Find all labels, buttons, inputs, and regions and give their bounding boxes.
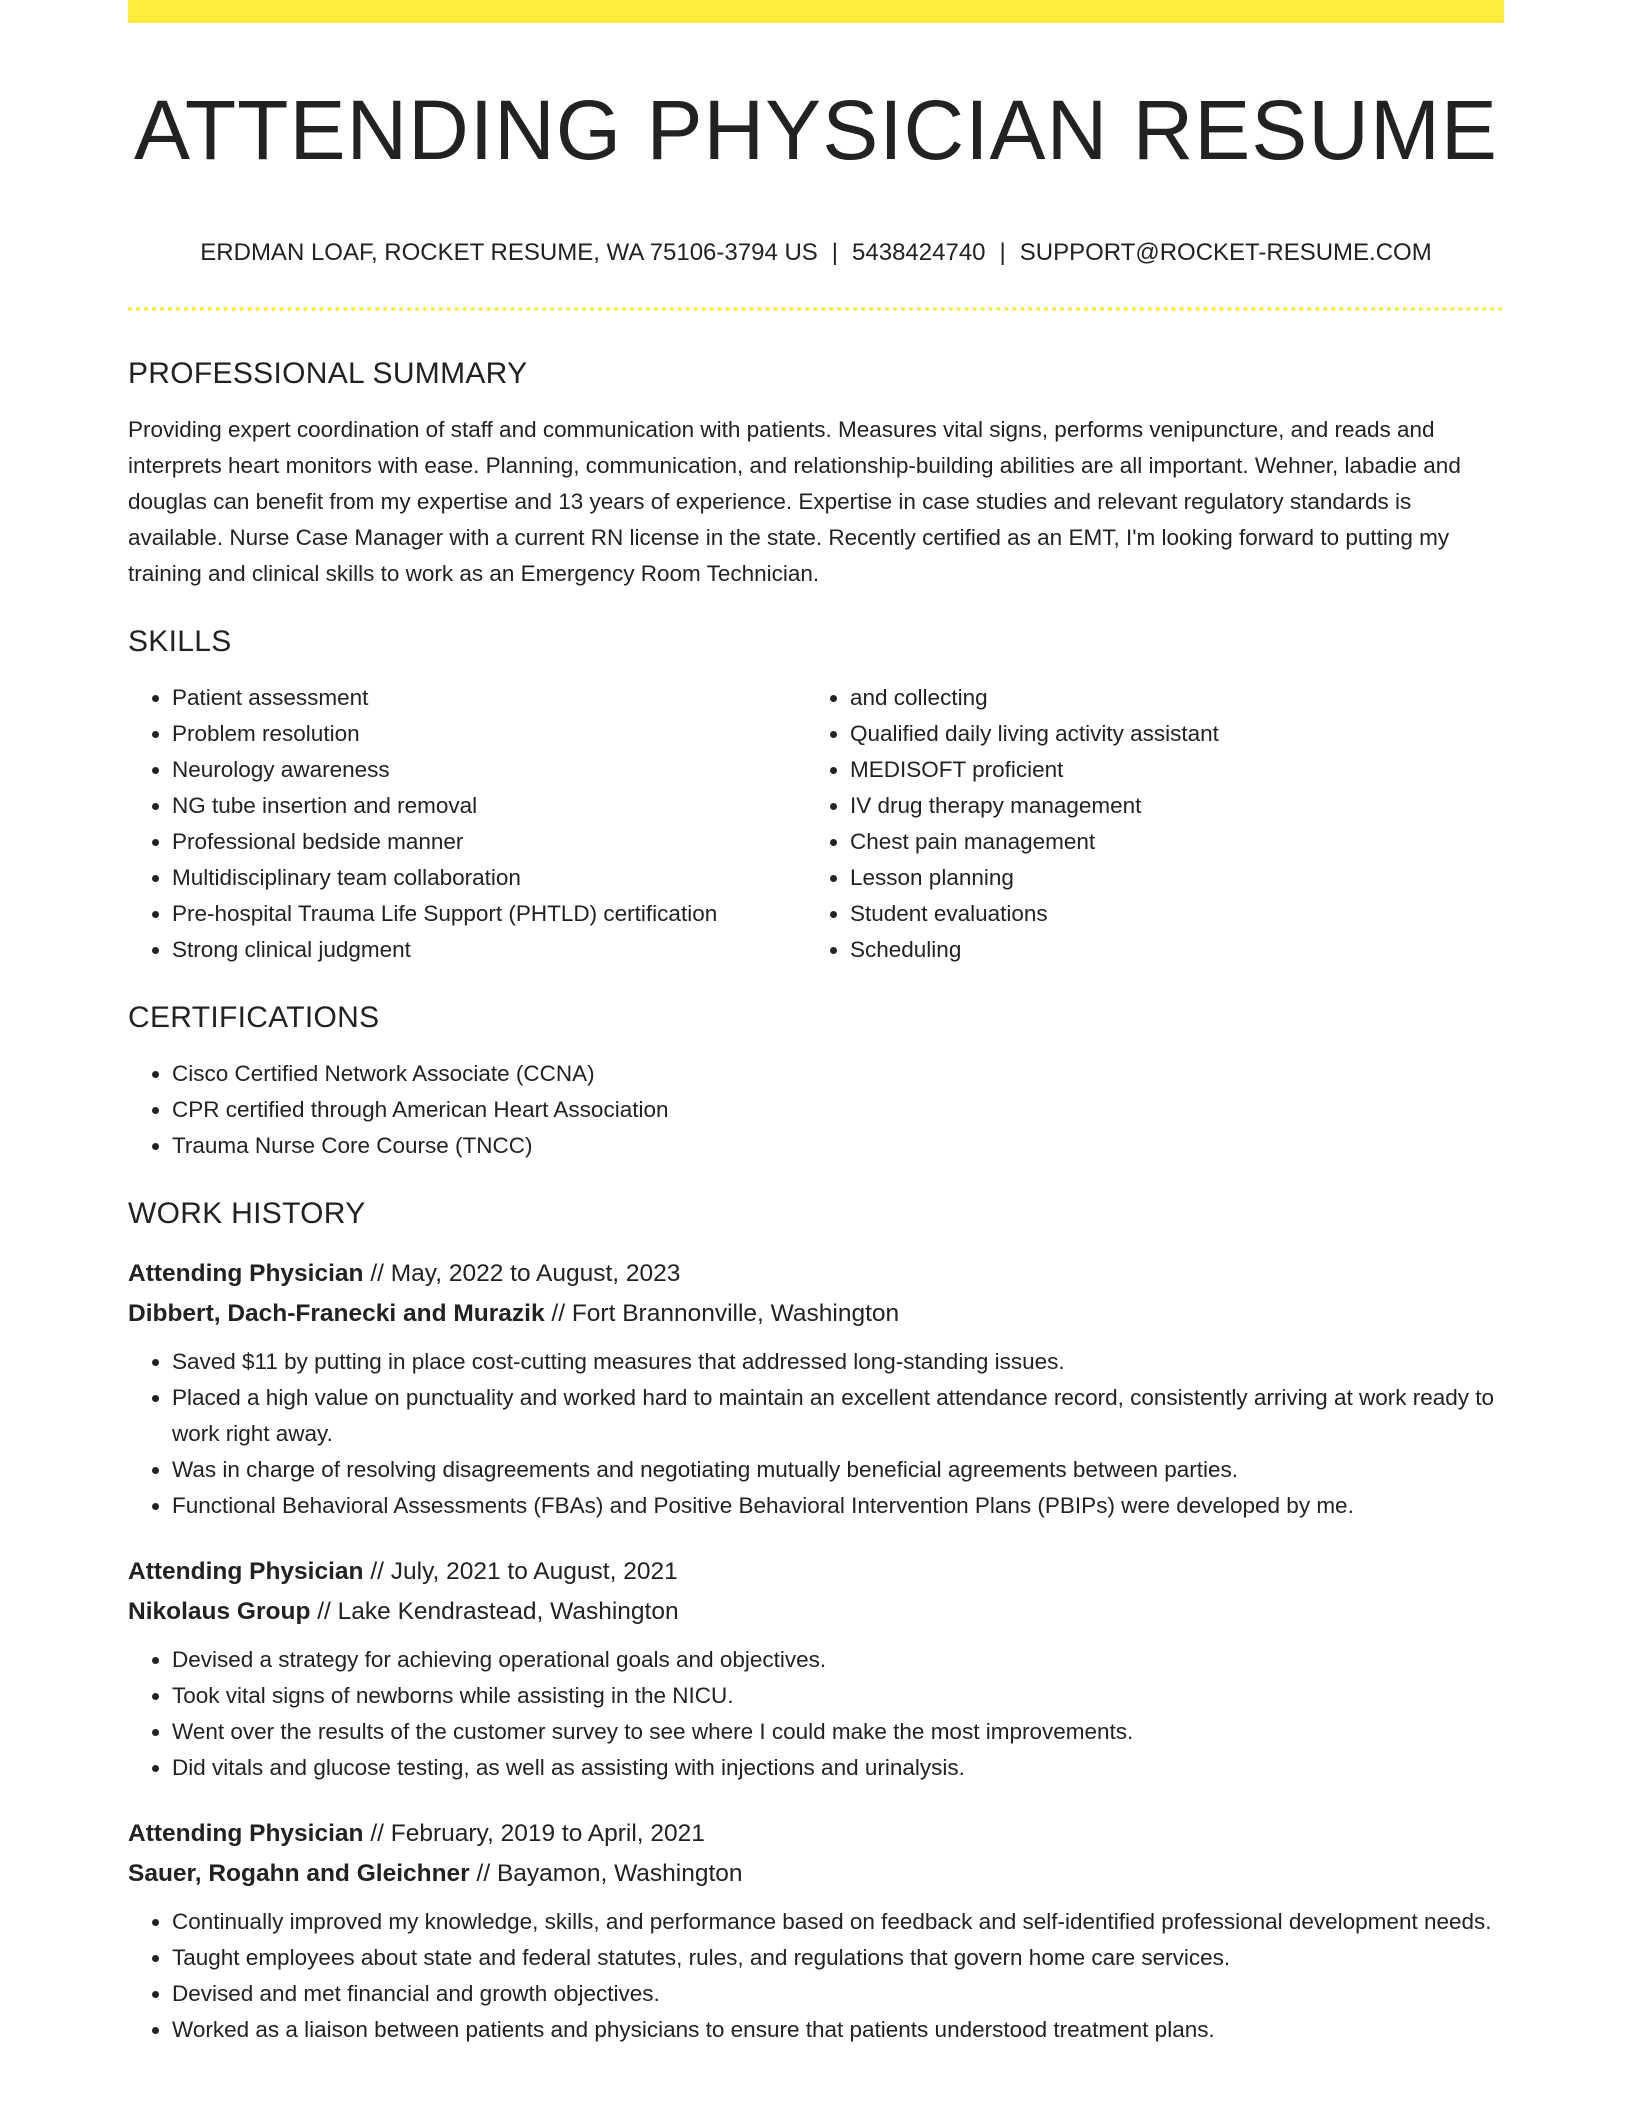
job-bullet: • Worked as a liaison between patients and physicians to ensure that patients understood treatment plans. (172, 2012, 1504, 2048)
contact-phone: 5438424740 (852, 239, 986, 266)
certifications-list (128, 1056, 1504, 1164)
job-bullet: • Devised a strategy for achieving operational goals and objectives. (172, 1642, 1504, 1678)
skills-list-right (806, 680, 1484, 968)
job-bullet: • Was in charge of resolving disagreements and negotiating mutually beneficial agreements between parties. (172, 1452, 1504, 1488)
job-title-line (128, 1814, 1504, 1854)
skill-item: • MEDISOFT proficient (850, 752, 1484, 788)
job-location: Lake Kendrastead, Washington (337, 1598, 679, 1625)
dotted-divider (128, 307, 1504, 311)
job-entry (128, 1552, 1504, 1786)
contact-separator: | (999, 239, 1006, 266)
job-bullet: • Took vital signs of newborns while assisting in the NICU. (172, 1678, 1504, 1714)
skill-item: • NG tube insertion and removal (172, 788, 806, 824)
skill-item: • Neurology awareness (172, 752, 806, 788)
certification-item: • Cisco Certified Network Associate (CCNA) (172, 1056, 1504, 1092)
job-separator: // (363, 1820, 391, 1847)
contact-address: ERDMAN LOAF, ROCKET RESUME, WA 75106-3794 US (200, 239, 818, 266)
job-company: Sauer, Rogahn and Gleichner (128, 1860, 470, 1887)
job-bullet: • Did vitals and glucose testing, as well as assisting with injections and urinalysis. (172, 1750, 1504, 1786)
certifications-section (128, 994, 1504, 1164)
job-company-line (128, 1592, 1504, 1632)
work-history-heading: WORK HISTORY (128, 1197, 366, 1230)
job-location: Fort Brannonville, Washington (571, 1300, 900, 1327)
job-company-line (128, 1294, 1504, 1334)
job-title-line (128, 1254, 1504, 1294)
summary-heading: PROFESSIONAL SUMMARY (128, 357, 528, 390)
skills-list-left (128, 680, 806, 968)
job-bullet: • Went over the results of the customer survey to see where I could make the most improvements. (172, 1714, 1504, 1750)
job-bullets (128, 1904, 1504, 2048)
job-bullets (128, 1642, 1504, 1786)
skills-section (128, 618, 1504, 968)
job-separator: // (469, 1860, 497, 1887)
skill-item: • Multidisciplinary team collaboration (172, 860, 806, 896)
skill-item: • Lesson planning (850, 860, 1484, 896)
job-entry (128, 1254, 1504, 1524)
work-history-section (128, 1190, 1504, 2048)
skill-item: • Chest pain management (850, 824, 1484, 860)
skill-item: • Student evaluations (850, 896, 1484, 932)
job-title-line (128, 1552, 1504, 1592)
job-company-line (128, 1854, 1504, 1894)
skill-item: • Professional bedside manner (172, 824, 806, 860)
job-company: Nikolaus Group (128, 1598, 311, 1625)
summary-text: Providing expert coordination of staff and communication with patients. Measures vital signs, performs venipuncture, and reads and interprets heart monitors with ease. Planning, communication, and relationship-building abilities are all important. Wehner, labadie and douglas can benefit from my expertise and 13 years of experience. Expertise in case studies and relevant regulatory standards is available. Nurse Case Manager with a current RN license in the state. Recently certified as an EMT, I'm looking forward to putting my training and clinical skills to work as an Emergency Room Technician. (128, 417, 1461, 586)
job-bullet: • Saved $11 by putting in place cost-cutting measures that addressed long-standing issues. (172, 1344, 1504, 1380)
summary-section (128, 350, 1504, 592)
job-company: Dibbert, Dach-Franecki and Murazik (128, 1300, 545, 1327)
skill-item: • Strong clinical judgment (172, 932, 806, 968)
job-title: Attending Physician (128, 1260, 364, 1287)
job-bullet: • Functional Behavioral Assessments (FBAs) and Positive Behavioral Intervention Plans (PBIPs) were developed by me. (172, 1488, 1504, 1524)
certifications-heading: CERTIFICATIONS (128, 1001, 380, 1034)
skill-item: • Problem resolution (172, 716, 806, 752)
job-bullet: • Devised and met financial and growth objectives. (172, 1976, 1504, 2012)
job-separator: // (544, 1300, 572, 1327)
job-bullets (128, 1344, 1504, 1524)
page-title: ATTENDING PHYSICIAN RESUME (134, 83, 1498, 177)
job-separator: // (363, 1260, 391, 1287)
skills-heading: SKILLS (128, 625, 232, 658)
resume-content (128, 350, 1504, 2076)
contact-email: SUPPORT@ROCKET-RESUME.COM (1019, 239, 1432, 266)
skills-columns (128, 680, 1504, 968)
job-dates: February, 2019 to April, 2021 (390, 1820, 705, 1847)
job-dates: May, 2022 to August, 2023 (390, 1260, 681, 1287)
job-title: Attending Physician (128, 1558, 364, 1585)
job-separator: // (310, 1598, 338, 1625)
accent-top-bar (128, 0, 1504, 23)
skill-item: • Pre-hospital Trauma Life Support (PHTLD) certification (172, 896, 806, 932)
skill-item: • Scheduling (850, 932, 1484, 968)
contact-separator: | (831, 239, 839, 266)
certification-item: • Trauma Nurse Core Course (TNCC) (172, 1128, 1504, 1164)
skill-item: • Patient assessment (172, 680, 806, 716)
job-bullet: • Taught employees about state and federal statutes, rules, and regulations that govern home care services. (172, 1940, 1504, 1976)
job-entry (128, 1814, 1504, 2048)
skill-item: • Qualified daily living activity assistant (850, 716, 1484, 752)
job-bullet: • Placed a high value on punctuality and worked hard to maintain an excellent attendance record, consistently arriving at work ready to work right away. (172, 1380, 1504, 1452)
job-separator: // (363, 1558, 391, 1585)
skill-item: • and collecting (850, 680, 1484, 716)
job-bullet: • Continually improved my knowledge, skills, and performance based on feedback and self-identified professional development needs. (172, 1904, 1504, 1940)
job-dates: July, 2021 to August, 2021 (390, 1558, 678, 1585)
certification-item: • CPR certified through American Heart Association (172, 1092, 1504, 1128)
contact-line (128, 237, 1504, 269)
skill-item: • IV drug therapy management (850, 788, 1484, 824)
job-title: Attending Physician (128, 1820, 364, 1847)
job-location: Bayamon, Washington (496, 1860, 743, 1887)
